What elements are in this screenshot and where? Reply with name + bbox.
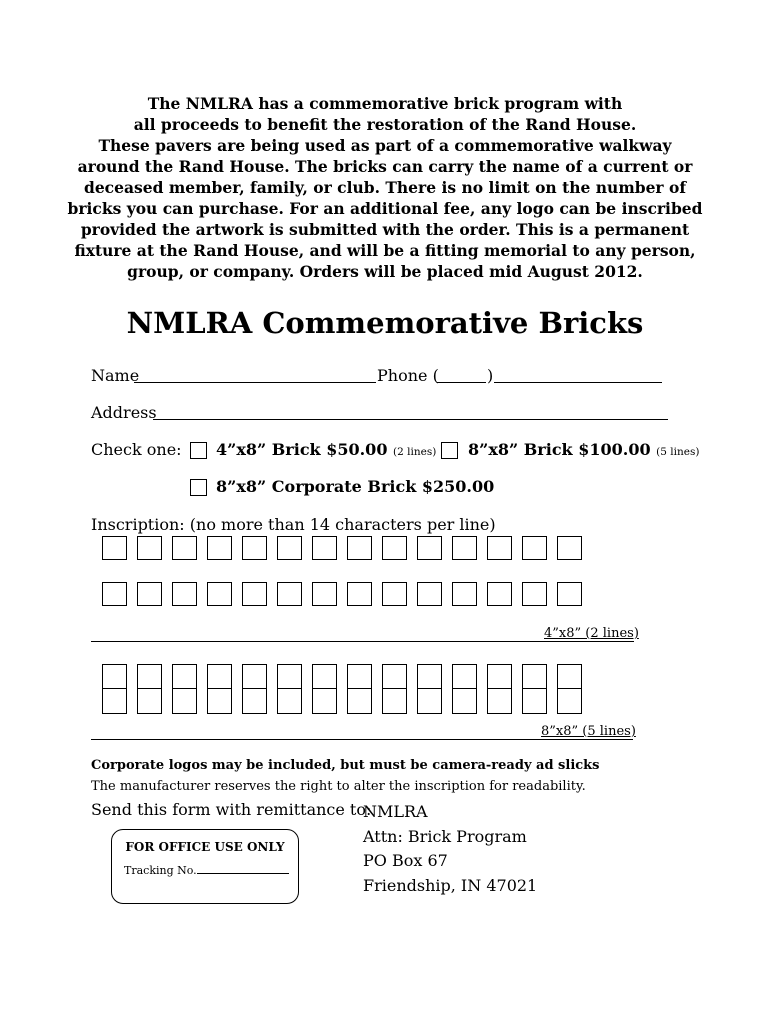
intro-line: provided the artwork is submitted with the order. This is a permanent	[80, 220, 690, 239]
name-field[interactable]	[134, 382, 376, 383]
office-use-heading: FOR OFFICE USE ONLY	[125, 840, 285, 854]
tracking-number-field[interactable]	[197, 873, 289, 874]
character-box[interactable]	[207, 664, 232, 714]
character-box[interactable]	[277, 664, 302, 714]
character-box[interactable]	[557, 664, 582, 714]
office-use-box	[111, 829, 299, 904]
character-box[interactable]	[382, 536, 407, 560]
character-box[interactable]	[417, 664, 442, 714]
character-box[interactable]	[417, 582, 442, 606]
brick-4x8-checkbox[interactable]	[190, 442, 207, 459]
character-box[interactable]	[172, 536, 197, 560]
character-box[interactable]	[487, 582, 512, 606]
size-label-4x8: 4”x8” (2 lines)	[544, 626, 639, 641]
intro-paragraph	[60, 93, 710, 282]
character-box[interactable]	[102, 582, 127, 606]
character-box[interactable]	[347, 582, 372, 606]
check-one-label: Check one:	[91, 440, 182, 459]
intro-line: The NMLRA has a commemorative brick program with	[147, 94, 623, 113]
name-label: Name	[91, 366, 140, 385]
brick-4x8-note: (2 lines)	[393, 446, 437, 458]
address-line: Attn: Brick Program	[363, 826, 527, 846]
brick-8x8-label: 8”x8” Brick $100.00	[468, 440, 651, 459]
inscription-block-8x8	[102, 664, 582, 714]
corporate-brick-checkbox[interactable]	[190, 479, 207, 496]
character-box[interactable]	[452, 664, 477, 714]
size-label-8x8: 8”x8” (5 lines)	[541, 724, 636, 739]
tracking-row	[112, 864, 298, 877]
character-box[interactable]	[382, 582, 407, 606]
intro-line: all proceeds to benefit the restoration of the Rand House.	[133, 115, 637, 134]
character-box[interactable]	[172, 664, 197, 714]
brick-8x8-checkbox[interactable]	[441, 442, 458, 459]
address-line: PO Box 67	[363, 851, 448, 870]
character-box[interactable]	[207, 582, 232, 606]
inscription-label: Inscription: (no more than 14 characters per line)	[91, 515, 496, 534]
intro-line: around the Rand House. The bricks can carry the name of a current or	[77, 157, 693, 176]
character-box[interactable]	[242, 664, 267, 714]
character-box[interactable]	[102, 536, 127, 560]
character-box[interactable]	[452, 536, 477, 560]
manufacturer-note: The manufacturer reserves the right to alter the inscription for readability.	[91, 779, 586, 794]
page-title: NMLRA Commemorative Bricks	[126, 306, 644, 340]
phone-label: Phone (	[377, 366, 439, 385]
character-box[interactable]	[557, 536, 582, 560]
character-box[interactable]	[347, 664, 372, 714]
separator-line-large	[91, 739, 633, 740]
brick-4x8-option	[216, 440, 436, 459]
character-box[interactable]	[277, 582, 302, 606]
corporate-brick-label: 8”x8” Corporate Brick $250.00	[216, 477, 495, 496]
address-line: Friendship, IN 47021	[363, 875, 538, 895]
character-box[interactable]	[102, 664, 127, 714]
separator-line-small	[91, 641, 634, 642]
tracking-label: Tracking No.	[124, 864, 197, 877]
brick-8x8-option	[468, 440, 699, 459]
phone-number-field[interactable]	[494, 382, 662, 383]
corporate-logo-note: Corporate logos may be included, but must be camera-ready ad slicks	[91, 758, 600, 773]
phone-close-paren: )	[487, 366, 494, 385]
character-box[interactable]	[312, 536, 337, 560]
character-box[interactable]	[207, 536, 232, 560]
character-box[interactable]	[487, 664, 512, 714]
character-box[interactable]	[277, 536, 302, 560]
brick-4x8-label: 4”x8” Brick $50.00	[216, 440, 388, 459]
character-box[interactable]	[452, 582, 477, 606]
address-label: Address	[91, 403, 157, 422]
character-box[interactable]	[137, 582, 162, 606]
character-box[interactable]	[417, 536, 442, 560]
character-box[interactable]	[242, 536, 267, 560]
address-field[interactable]	[153, 419, 668, 420]
phone-area-code-field[interactable]	[437, 382, 486, 383]
character-box[interactable]	[137, 536, 162, 560]
mailing-address	[363, 800, 537, 898]
intro-line: fixture at the Rand House, and will be a fitting memorial to any person,	[74, 241, 696, 260]
character-box[interactable]	[382, 664, 407, 714]
character-box[interactable]	[172, 582, 197, 606]
intro-line: These pavers are being used as part of a commemorative walkway	[98, 136, 672, 155]
character-box[interactable]	[347, 536, 372, 560]
intro-line: bricks you can purchase. For an additional fee, any logo can be inscribed	[67, 199, 703, 218]
remittance-label: Send this form with remittance to:	[91, 800, 372, 819]
character-box[interactable]	[242, 582, 267, 606]
character-box[interactable]	[522, 582, 547, 606]
brick-8x8-note: (5 lines)	[656, 446, 700, 458]
character-box[interactable]	[557, 582, 582, 606]
character-box[interactable]	[312, 582, 337, 606]
intro-line: group, or company. Orders will be placed mid August 2012.	[127, 262, 643, 281]
inscription-row-1	[102, 536, 582, 560]
character-box[interactable]	[487, 536, 512, 560]
character-box[interactable]	[522, 536, 547, 560]
character-box[interactable]	[137, 664, 162, 714]
character-box[interactable]	[522, 664, 547, 714]
address-line: NMLRA	[363, 802, 428, 821]
character-box[interactable]	[312, 664, 337, 714]
intro-line: deceased member, family, or club. There is no limit on the number of	[83, 178, 686, 197]
inscription-row-2	[102, 582, 582, 606]
corporate-brick-option	[216, 477, 494, 496]
